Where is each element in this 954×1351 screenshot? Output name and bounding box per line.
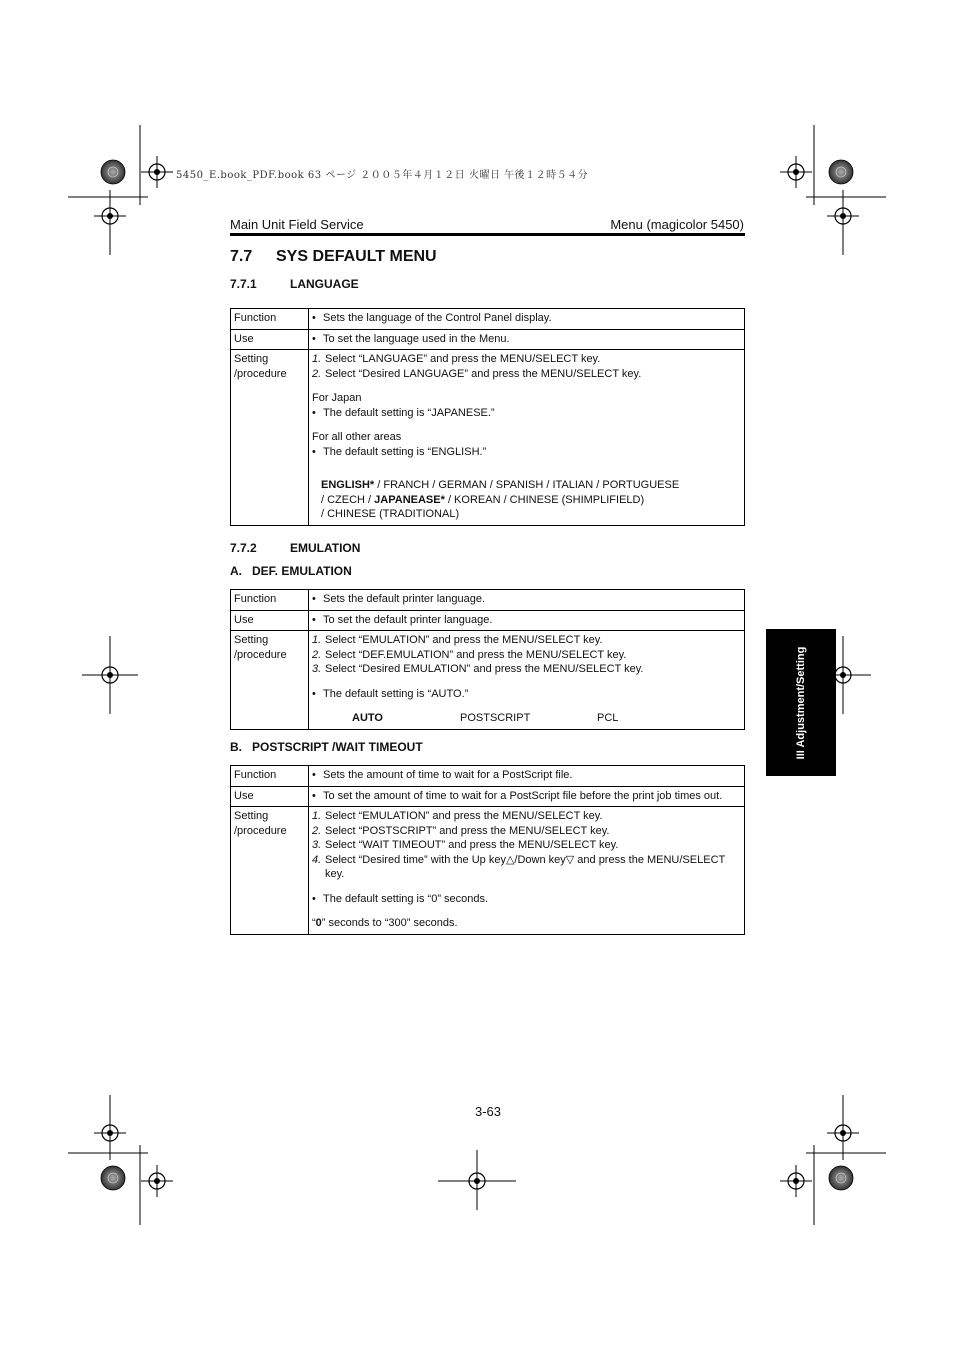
procedure-label: /procedure: [234, 648, 287, 661]
use-text: • To set the amount of time to wait for a PostScript file before the print job times out.: [312, 789, 740, 804]
section-title: SYS DEFAULT MENU: [276, 248, 437, 265]
setting-label: Setting: [234, 353, 269, 365]
use-text: • To set the language used in the Menu.: [312, 332, 740, 347]
table-row: Setting /procedure 1. Select “EMULATION” and press the MENU/SELECT key. 2. Select “POSTSCRIPT” and press the MENU/SELECT key. 3. Select “WAIT TIMEOUT” and press the MENU/SELECT key. 4. Select “Desired time” with the Up key△/Down key▽ and press the MENU/SELECT key. • The default setting is “0” seconds. “0” seconds to “300” seconds.: [231, 807, 745, 935]
japan-heading: For Japan: [312, 392, 362, 404]
setting-label: Setting: [234, 634, 269, 646]
def-emulation-table: [230, 589, 745, 730]
function-text: • Sets the amount of time to wait for a PostScript file.: [312, 768, 740, 783]
step-4: Select “Desired time” with the Up key△/Down key▽ and press the MENU/SELECT key.: [325, 853, 726, 880]
language-table: [230, 308, 745, 526]
use-label: Use: [231, 329, 309, 350]
option-english: ENGLISH*: [321, 479, 375, 491]
table-row: [231, 590, 745, 611]
function-text: • Sets the default printer language.: [312, 592, 740, 607]
emulation-title: EMULATION: [290, 541, 361, 555]
def-emulation-heading: A. DEF. EMULATION: [230, 564, 352, 578]
table-row: Setting /procedure 1. Select “LANGUAGE” and press the MENU/SELECT key. 2. Select “Desired LANGUAGE” and press the MENU/SELECT key. For Japan • The default setting is “JAPANESE.” For all other areas • The default setting is “ENGLISH.” ENGLISH* / FRANCH / GERMAN / SPANISH / ITALIAN / PORTUGUESE / CZECH / JAPANEASE* / KOREAN / CHINESE (SHIMPLIFIELD) / CHINESE (TRADITIONAL): [231, 350, 745, 526]
option-auto: AUTO: [352, 712, 383, 724]
table-row: Setting /procedure 1. Select “EMULATION” and press the MENU/SELECT key. 2. Select “DEF.EMULATION” and press the MENU/SELECT key. 3. Select “Desired EMULATION” and press the MENU/SELECT key. • The default setting is “AUTO.” AUTO POSTSCRIPT PCL: [231, 631, 745, 730]
chapter-side-tab-label: III Adjustment/Setting: [795, 646, 807, 759]
default-setting: • The default setting is “AUTO.”: [312, 687, 740, 702]
ps-timeout-table: [230, 765, 745, 935]
emulation-options: [312, 711, 740, 726]
step-2: Select “Desired LANGUAGE” and press the MENU/SELECT key.: [325, 367, 642, 380]
option-pcl: PCL: [597, 712, 619, 724]
function-label: Function: [231, 766, 309, 787]
page-number: 3-63: [475, 1104, 502, 1119]
emulation-heading: [230, 541, 360, 555]
step-1: Select “EMULATION” and press the MENU/SELECT key.: [325, 810, 603, 822]
other-default: • The default setting is “ENGLISH.”: [312, 445, 740, 460]
language-options: ENGLISH* / FRANCH / GERMAN / SPANISH / ITALIAN / PORTUGUESE / CZECH / JAPANEASE* / KOREAN / CHINESE (SHIMPLIFIELD) / CHINESE (TRADITIONAL): [321, 479, 680, 520]
use-label: Use: [231, 610, 309, 631]
option-japanese: JAPANEASE*: [374, 493, 445, 506]
language-title: LANGUAGE: [290, 277, 359, 291]
option-postscript: POSTSCRIPT: [460, 712, 531, 724]
header-rule: [230, 233, 745, 236]
use-label: Use: [231, 786, 309, 807]
use-text: • To set the default printer language.: [312, 613, 740, 628]
print-info: 5450_E.book_PDF.book 63 ページ ２００５年４月１２日 火曜日 午後１２時５４分: [176, 170, 589, 181]
running-header-left: Main Unit Field Service: [230, 217, 364, 232]
japan-default: • The default setting is “JAPANESE.”: [312, 406, 740, 421]
function-label: Function: [231, 309, 309, 330]
function-label: Function: [231, 590, 309, 611]
emulation-number: 7.7.2: [230, 541, 257, 555]
section-heading: [230, 248, 437, 266]
table-row: [231, 786, 745, 807]
step-3: Select “Desired EMULATION” and press the MENU/SELECT key.: [325, 663, 644, 675]
setting-label: Setting: [234, 810, 269, 822]
running-header-right: Menu (magicolor 5450): [610, 217, 744, 232]
table-row: [231, 329, 745, 350]
step-2: Select “POSTSCRIPT” and press the MENU/SELECT key.: [325, 824, 610, 837]
function-text: • Sets the language of the Control Panel display.: [312, 311, 740, 326]
table-row: [231, 766, 745, 787]
table-row: [231, 610, 745, 631]
language-number: 7.7.1: [230, 277, 257, 291]
language-heading: [230, 277, 359, 291]
other-heading: For all other areas: [312, 431, 402, 443]
procedure-label: /procedure: [234, 367, 287, 380]
chapter-side-tab: [766, 629, 836, 776]
ps-timeout-heading: B. POSTSCRIPT /WAIT TIMEOUT: [230, 740, 423, 754]
step-3: Select “WAIT TIMEOUT” and press the MENU/SELECT key.: [325, 839, 619, 851]
step-1: Select “EMULATION” and press the MENU/SELECT key.: [325, 634, 603, 646]
default-setting: • The default setting is “0” seconds.: [312, 892, 740, 907]
section-number: 7.7: [230, 248, 253, 265]
procedure-label: /procedure: [234, 824, 287, 837]
timeout-range: “0” seconds to “300” seconds.: [312, 917, 458, 929]
step-1: Select “LANGUAGE” and press the MENU/SELECT key.: [325, 353, 601, 365]
step-2: Select “DEF.EMULATION” and press the MENU/SELECT key.: [325, 648, 627, 661]
table-row: [231, 309, 745, 330]
